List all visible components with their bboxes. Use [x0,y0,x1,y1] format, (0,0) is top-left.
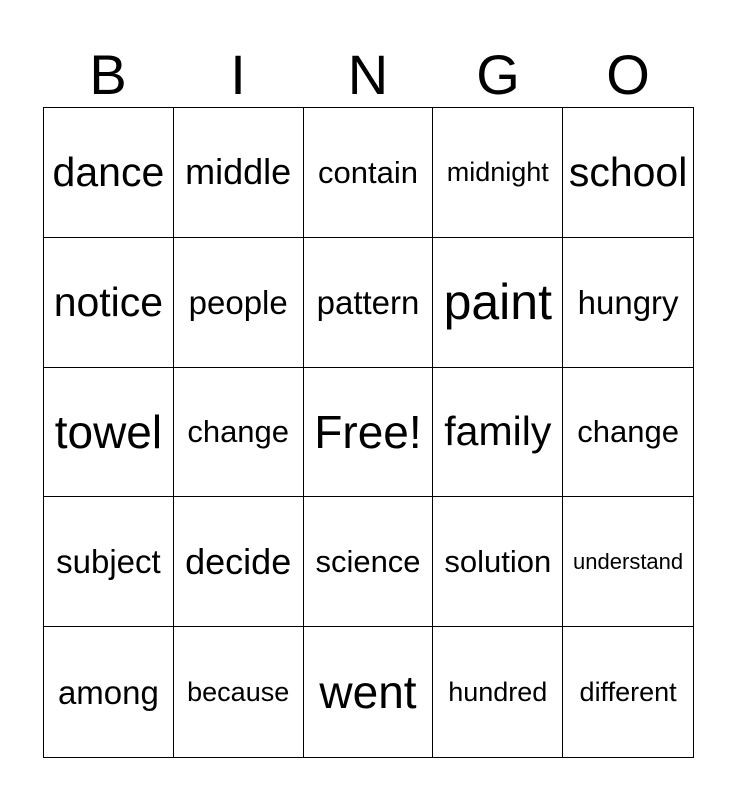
bingo-cell[interactable]: paint [433,238,563,368]
bingo-cell[interactable]: people [174,238,304,368]
header-letter-o: O [606,43,650,106]
bingo-board [43,107,694,758]
bingo-cell[interactable]: decide [174,497,304,627]
free-space-cell[interactable]: Free! [304,368,434,498]
bingo-cell[interactable]: science [304,497,434,627]
header-letter-b: B [89,43,127,106]
bingo-cell[interactable]: hundred [433,627,563,757]
bingo-cell[interactable]: solution [433,497,563,627]
bingo-cell[interactable]: family [433,368,563,498]
bingo-cell[interactable]: pattern [304,238,434,368]
bingo-cell[interactable]: because [174,627,304,757]
bingo-cell[interactable]: subject [44,497,174,627]
bingo-cell[interactable]: went [304,627,434,757]
bingo-cell[interactable]: among [44,627,174,757]
bingo-cell[interactable]: hungry [563,238,693,368]
bingo-cell[interactable]: understand [563,497,693,627]
bingo-cell[interactable]: middle [174,108,304,238]
bingo-cell[interactable]: notice [44,238,174,368]
bingo-cell[interactable]: different [579,676,677,707]
bingo-cell[interactable]: school [563,108,693,238]
bingo-cell[interactable]: towel [44,368,174,498]
bingo-cell[interactable]: change [563,368,693,498]
bingo-cell[interactable]: change [174,368,304,498]
bingo-cell[interactable]: dance [44,108,174,238]
header-letter-n: N [347,43,389,106]
header-letter-i: I [230,43,246,106]
bingo-header [43,44,693,106]
bingo-cell[interactable]: contain [304,108,434,238]
header-letter-g: G [476,43,520,106]
bingo-cell[interactable]: midnight [433,108,563,238]
